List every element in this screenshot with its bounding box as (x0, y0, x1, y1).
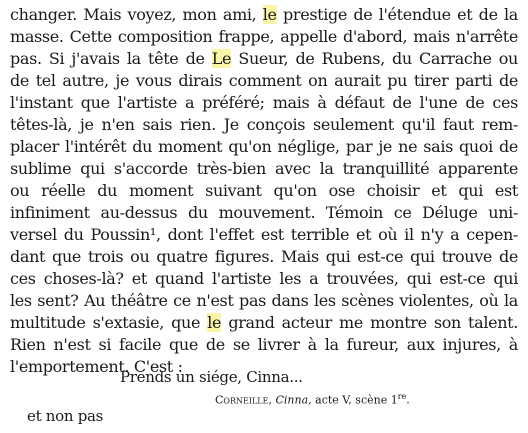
text-line: têtes-là, je n'en sais rien. Je conçois seulement qu'il faut rem- (10, 115, 518, 134)
text-line: de tel autre, je vous dirais comment on aurait pu tirer parti de (10, 71, 518, 90)
quote-reference: Corneille, Cinna, acte V, scène 1re. (215, 392, 410, 407)
text-line: versel du Poussin¹, dont l'effet est terrible et où il n'y a cepen- (10, 225, 518, 244)
text-line: infiniment au-dessus du mouvement. Témoin ce Déluge uni- (10, 203, 518, 222)
text-line: multitude s'extasie, que le grand acteur me montre son talent. (10, 313, 518, 332)
highlight-le: Le (211, 49, 232, 68)
text-line: l'instant que l'artiste a préféré; mais à défaut de l'une de ces (10, 93, 518, 112)
text-line: les sent? Au théâtre ce n'est pas dans les scènes violentes, où la (10, 291, 518, 310)
text-line: sublime qui s'accorde très-bien avec la tranquillité apparente (10, 159, 518, 178)
text-line: dant que trois ou quatre figures. Mais qui est-ce qui trouve de (10, 247, 518, 266)
highlight-le: le (207, 313, 222, 332)
text-line: changer. Mais voyez, mon ami, le prestige de l'étendue et de la (10, 5, 518, 24)
quoted-verse: Prends un siége, Cinna... (120, 368, 303, 386)
text-line: ces choses-là? et quand l'artiste les a trouvées, qui est-ce qui (10, 269, 518, 288)
text-line: masse. Cette composition frappe, appelle d'abord, mais n'arrête (10, 27, 518, 46)
text-line: et non pas (27, 407, 104, 425)
highlight-le: le (262, 5, 277, 24)
text-line: pas. Si j'avais la tête de Le Sueur, de Rubens, du Carrache ou (10, 49, 518, 68)
play-title: Cinna, (275, 393, 312, 407)
author-name: Corneille, (215, 393, 272, 407)
text-line: Rien n'est si facile que de se livrer à la fureur, aux injures, à (10, 335, 518, 354)
text-line: placer l'intérêt du moment qu'on néglige, par je ne sais quoi de (10, 137, 518, 156)
text-line: ou réelle du moment suivant qu'on ose choisir et qui est (10, 181, 518, 200)
text-line: l'emportement. C'est : (10, 357, 183, 376)
